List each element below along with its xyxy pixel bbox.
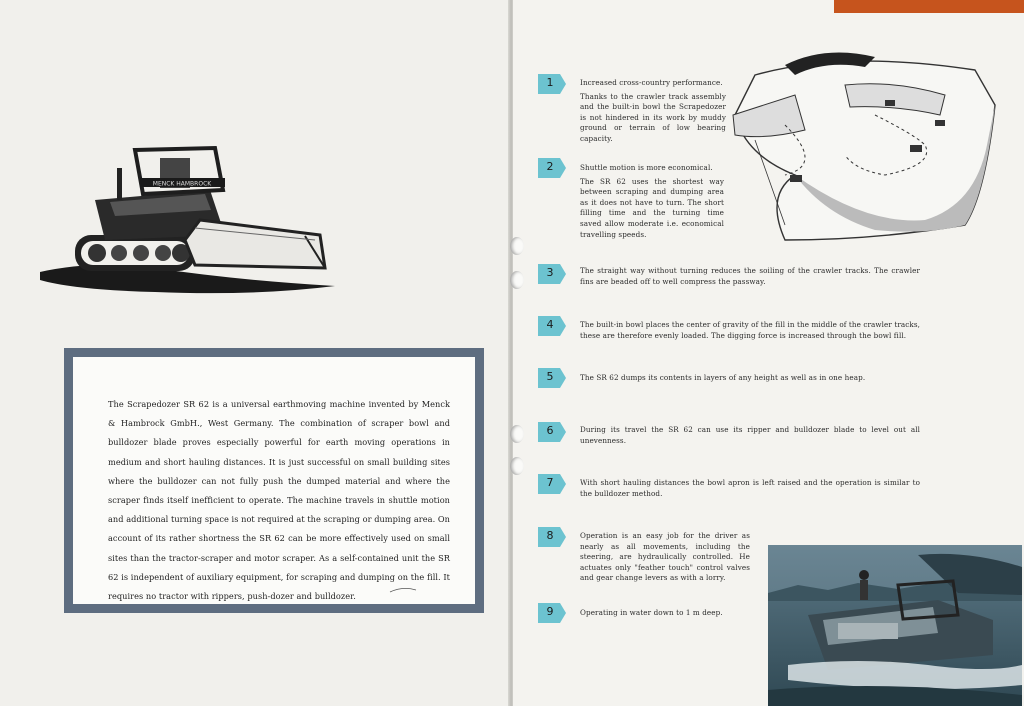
feature-body: During its travel the SR 62 can use its ripper and bulldozer blade to level out all unevenness.: [580, 425, 920, 445]
feature-item: [580, 478, 920, 499]
feature-number: 6: [546, 424, 554, 437]
feature-number: 8: [546, 529, 554, 542]
feature-body: Thanks to the crawler track assembly and the built-in bowl the Scrapedozer is not hindered in its work by muddy ground or terrain of low bearing capacity.: [580, 91, 726, 143]
feature-body: With short hauling distances the bowl apron is left raised and the operation is similar to the bulldozer method.: [580, 478, 920, 498]
feature-item: [580, 320, 920, 341]
feature-item: [580, 163, 724, 240]
feature-body: Operating in water down to 1 m deep.: [580, 608, 723, 617]
punch-hole: [510, 425, 524, 443]
feature-number-badge: [538, 527, 566, 547]
feature-item: [580, 531, 750, 584]
feature-title: Shuttle motion is more economical.: [580, 163, 713, 172]
feature-body: The SR 62 dumps its contents in layers of any height as well as in one heap.: [580, 373, 866, 382]
feature-number-badge: [538, 316, 566, 336]
feature-item: [580, 608, 750, 619]
punch-hole: [510, 271, 524, 289]
squiggle-mark: [388, 585, 418, 595]
feature-body: The SR 62 uses the shortest way between scraping and dumping area as it does not have to turn. The short filling time and the turning time saved allow moderate i.e. economical travelling speeds.: [580, 176, 724, 239]
punch-hole: [510, 237, 524, 255]
feature-title: Increased cross-country performance.: [580, 78, 723, 87]
feature-number-badge: [538, 158, 566, 178]
intro-text-box: [64, 348, 484, 613]
feature-number: 3: [546, 266, 554, 279]
feature-item: [580, 373, 920, 384]
feature-number-badge: [538, 264, 566, 284]
intro-text-panel: [73, 357, 475, 604]
feature-number-badge: [538, 603, 566, 623]
feature-number-badge: [538, 368, 566, 388]
feature-number: 1: [546, 76, 554, 89]
feature-item: [580, 425, 920, 446]
feature-number-badge: [538, 422, 566, 442]
feature-number-badge: [538, 74, 566, 94]
feature-number: 7: [546, 476, 554, 489]
feature-body: Operation is an easy job for the driver as nearly as all movements, including the steering, are hydraulically controlled. He actuates only "feather touch" control valves and gear change levers as with a lorry.: [580, 531, 750, 583]
left-page: [0, 0, 510, 706]
corner-color-tab: [834, 0, 1024, 13]
punch-hole: [510, 457, 524, 475]
scrapedozer-illustration: [35, 140, 335, 300]
feature-item: [580, 78, 726, 145]
feature-number: 9: [546, 605, 554, 618]
machine-nameplate: MENCK HAMBROCK: [152, 180, 212, 188]
feature-number: 2: [546, 160, 554, 173]
feature-number: 4: [546, 318, 554, 331]
intro-paragraph: The Scrapedozer SR 62 is a universal earthmoving machine invented by Menck & Hambrock GmbH., West Germany. The combination of scraper bowl and bulldozer blade proves especially powerful for earth moving operations in medium and short hauling distances. It is just successful on small building sites where the bulldozer can not fully push the dumped material and where the scraper finds itself inefficient to operate. The machine travels in shuttle motion and additional turning space is not required at the scraping or dumping area. On account of its rather shortness the SR 62 can be more effectively used on small sites than the tractor-scraper and motor scraper. As a self-contained unit the SR 62 is independent of auxiliary equipment, for scraping and dumping on the fill. It requires no tractor with rippers, push-dozer and bulldozer.: [108, 399, 450, 602]
feature-item: [580, 266, 920, 287]
feature-body: The straight way without turning reduces the soiling of the crawler tracks. The crawler fins are beaded off to well compress the passway.: [580, 266, 920, 286]
feature-number: 5: [546, 370, 554, 383]
site-map-illustration: [725, 45, 1000, 245]
machine-in-water-photo: [768, 545, 1022, 706]
feature-number-badge: [538, 474, 566, 494]
feature-body: The built-in bowl places the center of gravity of the fill in the middle of the crawler tracks, these are therefore evenly loaded. The digging force is increased through the bowl fill.: [580, 320, 920, 340]
